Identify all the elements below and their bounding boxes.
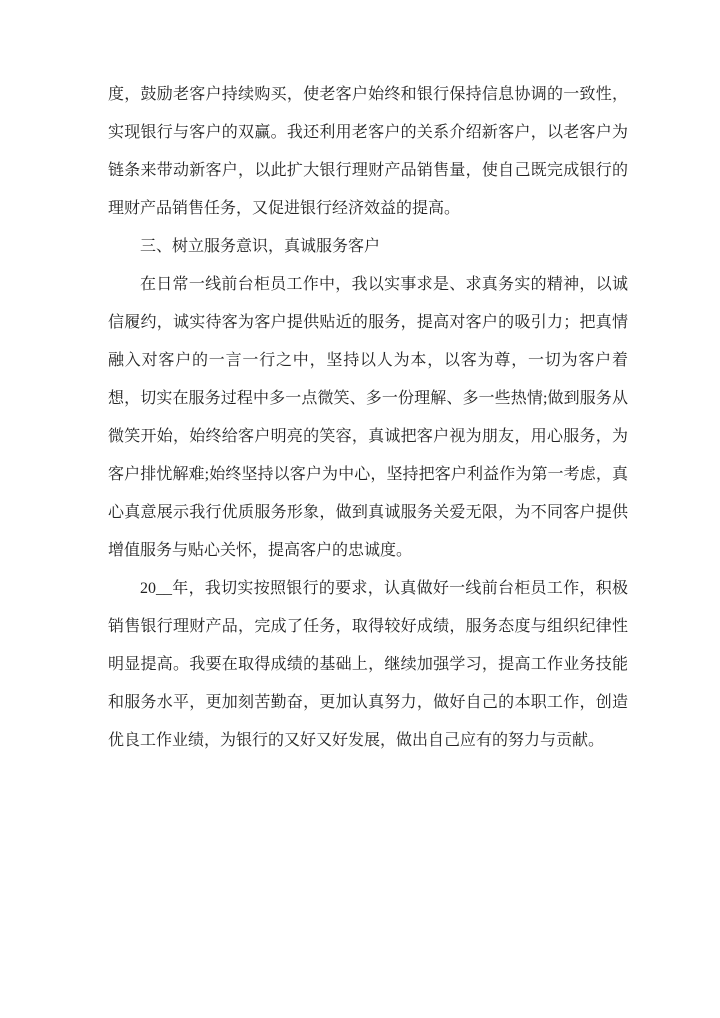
section-heading: 三、树立服务意识，真诚服务客户 [140, 238, 381, 255]
paragraph-continuation: 度，鼓励老客户持续购买，使老客户始终和银行保持信息协调的一致性，实现银行与客户的双赢。我还利用老客户的关系介绍新客户，以老客户为链条来带动新客户，以此扩大银行理财产品销售量，使自己既完成银行的理财产品销售任务，又促进银行经济效益的提高。 [108, 86, 628, 217]
paragraph-body: 在日常一线前台柜员工作中，我以实事求是、求真务实的精神，以诚信履约，诚实待客为客户提供贴近的服务，提高对客户的吸引力；把真情融入对客户的一言一行之中，坚持以人为本，以客为尊，一切为客户着想，切实在服务过程中多一点微笑、多一份理解、多一些热情;做到服务从微笑开始，始终给客户明亮的笑容，真诚把客户视为朋友，用心服务，为客户排忧解难;始终坚持以客户为中心，坚持把客户利益作为第一考虑，真心真意展示我行优质服务形象，做到真诚服务关爱无限，为不同客户提供增值服务与贴心关怀，提高客户的忠诚度。 [108, 276, 628, 559]
paragraph-body: 20__年，我切实按照银行的要求，认真做好一线前台柜员工作，积极销售银行理财产品，完成了任务，取得较好成绩，服务态度与组织纪律性明显提高。我要在取得成绩的基础上，继续加强学习，提高工作业务技能和服务水平，更加刻苦勤奋，更加认真努力，做好自己的本职工作，创造优良工作业绩，为银行的又好又好发展，做出自己应有的努力与贡献。 [108, 580, 628, 749]
document-body [108, 76, 628, 760]
